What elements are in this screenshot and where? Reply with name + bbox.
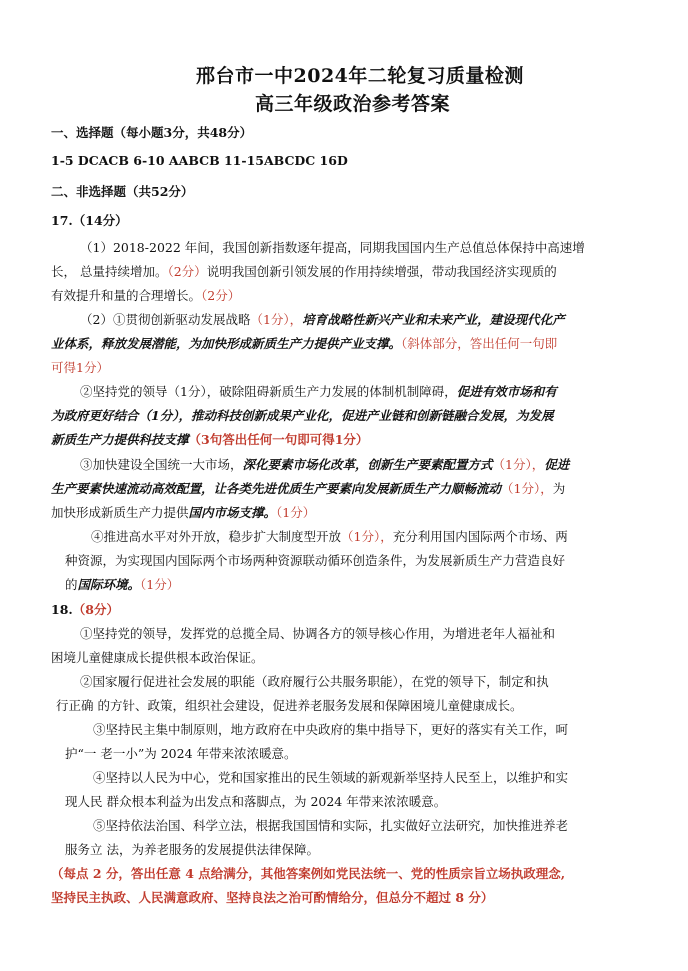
italic-text: 生产要素快速流动高效配置，让各类先进优质生产要素向发展新质生产力顺畅流动 [51, 481, 502, 496]
italic-text: 深化要素市场化改革，创新生产要素配置方式 [242, 457, 493, 472]
q18-p4-line1: ④坚持以人民为中心，党和国家推出的民生领域的新观新举坚持人民至上，以维护和实 [93, 770, 569, 785]
text: ④推进高水平对外开放，稳步扩大制度型开放 [91, 529, 342, 544]
q18-p2-line1: ②国家履行促进社会发展的职能（政府履行公共服务职能），在党的领导下，制定和执 [80, 674, 549, 689]
score-mark: （1分）， [341, 529, 393, 544]
text: 充分利用国内国际两个市场、两 [392, 529, 568, 544]
section-1-heading: 一、选择题（每小题3分，共48分） [51, 125, 253, 140]
q18-note-line2: 坚持民主执政、人民满意政府、坚持良法之治可酌情给分，但总分不超过 8 分） [51, 890, 494, 905]
q17-p2-line1 [80, 310, 565, 328]
italic-text: 国内市场支撑。 [188, 505, 277, 520]
q17-p5-line2: 种资源，为实现国内国际两个市场两种资源联动循环创造条件，为发展新质生产力营造良好 [65, 553, 566, 568]
q18-label: 18. [51, 602, 73, 617]
score-mark: （1分）， [501, 481, 553, 496]
q18-p5-line2: 服务立 法，为养老服务的发展提供法律保障。 [65, 842, 319, 857]
q18-p3-line2: 护“一 老一小”为 2024 年带来浓浓暖意。 [65, 746, 297, 761]
q18-p3-line1: ③坚持民主集中制原则，地方政府在中央政府的集中指导下，更好的落实有关工作，呵 [93, 722, 569, 737]
q17-label: 17.（14分） [51, 213, 128, 228]
score-mark: （2分） [167, 264, 207, 279]
q17-p4-line2 [51, 479, 565, 497]
score-mark: （2分） [201, 288, 241, 303]
score-mark: （1分）， [492, 457, 545, 472]
q18-score: （8分） [72, 602, 119, 617]
q17-p3-line1 [80, 382, 557, 400]
q17-p3-line2: 为政府更好结合（1分），推动科技创新成果产业化，促进产业链和创新链融合发展，为发展 [51, 408, 554, 423]
score-note: （3句答出任何一句即可得1分） [188, 432, 369, 447]
q18-p1-line2: 困境儿童健康成长提供根本政治保证。 [51, 650, 264, 665]
score-mark: （1分） [276, 505, 316, 520]
title-line-1: 邢台市一中2024年二轮复习质量检测 [196, 65, 524, 87]
title-line-2: 高三年级政治参考答案 [255, 93, 451, 115]
q17-p2-line2 [51, 334, 557, 352]
q18-p5-line1: ⑤坚持依法治国、科学立法，根据我国国情和实际，扎实做好立法研究，加快推进养老 [93, 818, 569, 833]
q18-p4-line2: 现人民 群众根本利益为出发点和落脚点，为 2024 年带来浓浓暖意。 [65, 794, 447, 809]
q17-p5-line1 [91, 527, 568, 545]
section-1-answers: 1-5 DCACB 6-10 AABCB 11-15ABCDC 16D [51, 153, 348, 168]
text: ②坚持党的领导（1分），破除阻碍新质生产力发展的体制机制障碍， [80, 384, 457, 399]
q17-p4-line1 [80, 455, 569, 473]
q17-p4-line3 [51, 503, 315, 521]
italic-text: 国际环境。 [77, 577, 141, 592]
q18-label-line [51, 600, 119, 618]
q18-p1-line1: ①坚持党的领导，发挥党的总揽全局、协调各方的领导核心作用，为增进老年人福祉和 [80, 626, 556, 641]
q17-p5-line3 [65, 575, 179, 593]
text: （2）①贯彻创新驱动发展战略 [80, 312, 251, 327]
text: 说明我国创新引领发展的作用持续增强，带动我国经济实现质的 [206, 264, 557, 279]
score-mark: （1分） [140, 577, 180, 592]
q17-p2-line3: 可得1分） [51, 360, 109, 375]
score-note: （斜体部分，答出任何一句即 [401, 336, 558, 351]
italic-text: 培育战略性新兴产业和未来产业，建设现代化产 [302, 312, 565, 327]
score-mark: （1分）， [250, 312, 303, 327]
q17-p1-line1: （1）2018-2022 年间，我国创新指数逐年提高，同期我国国内生产总值总体保持中高速增 [80, 240, 585, 255]
text: ③加快建设全国统一大市场， [80, 457, 243, 472]
text: 为 [552, 481, 566, 496]
text: 有效提升和量的合理增长。 [51, 288, 202, 303]
q17-p1-line3 [51, 286, 240, 304]
text: 的 [65, 577, 78, 592]
italic-text: 新质生产力提供科技支撑 [51, 432, 189, 447]
q17-p1-line2 [51, 262, 557, 280]
text: 加快形成新质生产力提供 [51, 505, 189, 520]
text: 长， 总量持续增加。 [51, 264, 168, 279]
italic-text: 业体系，释放发展潜能，为加快形成新质生产力提供产业支撑。 [51, 336, 402, 351]
q18-p2-line2: 行正确 的方针、政策，组织社会建设，促进养老服务发展和保障困境儿童健康成长。 [56, 698, 523, 713]
section-2-heading: 二、非选择题（共52分） [51, 184, 194, 199]
q18-note-line1: （每点 2 分，答出任意 4 点给满分，其他答案例如党民法统一、党的性质宗旨立场执政理念, [51, 866, 566, 881]
italic-text: 促进有效市场和有 [456, 384, 557, 399]
italic-text: 促进 [544, 457, 570, 472]
q17-p3-line3 [51, 430, 368, 448]
